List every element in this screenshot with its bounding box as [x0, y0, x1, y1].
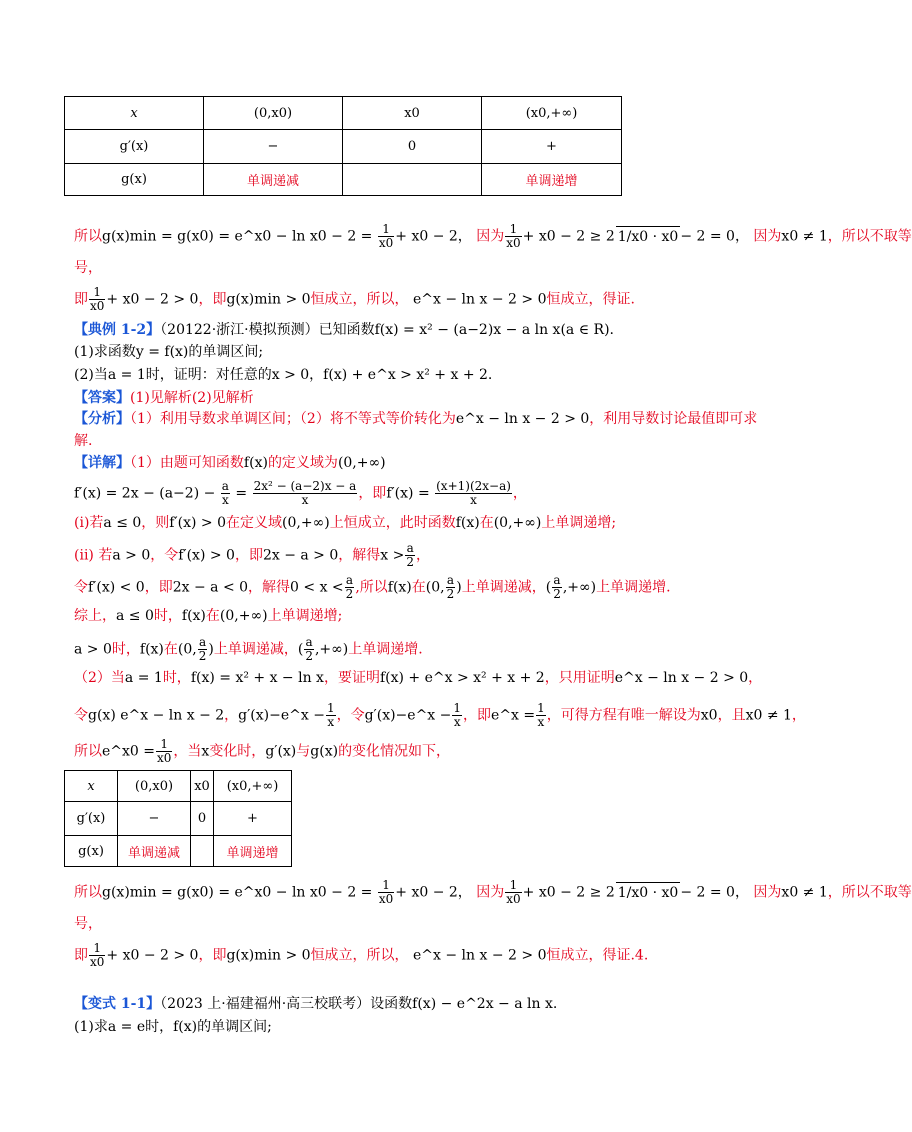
block1-line2: 号，	[74, 260, 102, 276]
table2-g-empty	[191, 836, 214, 867]
table1-gprime-zero: 0	[343, 130, 482, 164]
table2-gprime-label: g′(x)	[65, 802, 118, 836]
table1-g-label: g(x)	[65, 164, 204, 196]
table2-gprime-zero: 0	[191, 802, 214, 836]
detail-line7: a > 0时，f(x)在(0, $\frac{a}{2}$ )上单调递减，( $\frac{a}{2}$ ,+∞)上单调递增.	[74, 635, 423, 663]
variation-table-2	[64, 770, 292, 867]
example-question2: (2)当a = 1时，证明：对任意的x > 0，f(x) + e^x > x² + x + 2.	[74, 367, 493, 383]
table1-head-interval2: (x0,+∞)	[482, 97, 622, 130]
variant-heading: 【变式 1-1】（2023 上·福建福州·高三校联考）设函数f(x) − e^2x − a ln x.	[74, 996, 558, 1012]
table1-head-interval1: (0,x0)	[204, 97, 343, 130]
detail-line8: （2）当a = 1时，f(x) = x² + x − ln x，要证明f(x) + e^x > x² + x + 2，只用证明e^x − ln x − 2 > 0，	[74, 670, 763, 686]
table1-gprime-sign2: +	[482, 130, 622, 164]
detail-line9: 令g(x) e^x − ln x − 2，g′(x)−e^x − $\frac{1}{x}$ ，令g′(x)−e^x − $\frac{1}{x}$ ，即e^x = $\frac{1}{x}$ ，可得方程有唯一解设为x0，且x0 ≠ 1，	[74, 701, 806, 729]
block2-line3: 即 $\frac{1}{x0}$ + x0 − 2 > 0，即g(x)min > 0恒成立，所以， e^x − ln x − 2 > 0恒成立，得证.4.	[74, 941, 649, 969]
analysis-line2: 解.	[74, 433, 93, 449]
table1-head-x0: x0	[343, 97, 482, 130]
example-question1: (1)求函数y = f(x)的单调区间;	[74, 344, 264, 360]
variant-question1: (1)求a = e时，f(x)的单调区间;	[74, 1019, 272, 1035]
table2-head-x0: x0	[191, 771, 214, 802]
answer-line: 【答案】(1)见解析(2)见解析	[74, 390, 254, 406]
table1-g-empty	[343, 164, 482, 196]
detail-line6: 综上，a ≤ 0时，f(x)在(0,+∞)上单调递增;	[74, 608, 343, 624]
table2-head-interval1: (0,x0)	[118, 771, 191, 802]
block1-line1: 所以g(x)min = g(x0) = e^x0 − ln x0 − 2 = $\frac{1}{x0}$ + x0 − 2， 因为 $\frac{1}{x0}$ + x0 − 2 ≥ 2 1/x0 · x0 − 2 = 0， 因为x0 ≠ 1，所以不取等	[74, 222, 912, 250]
table1-head-x: x	[65, 97, 204, 130]
table2-gprime-sign1: −	[118, 802, 191, 836]
table1-gprime-label: g′(x)	[65, 130, 204, 164]
table1-gprime-sign1: −	[204, 130, 343, 164]
table2-g-label: g(x)	[65, 836, 118, 867]
table2-g-increasing: 单调递增	[214, 836, 292, 867]
table2-gprime-sign2: +	[214, 802, 292, 836]
table2-head-x: x	[65, 771, 118, 802]
detail-line5: 令f′(x) < 0，即2x − a < 0，解得0 < x < $\frac{a}{2}$ ,所以f(x)在(0, $\frac{a}{2}$ )上单调递减，( $\frac{a}{2}$ ,+∞)上单调递增.	[74, 573, 671, 601]
detail-line1: 【详解】（1）由题可知函数f(x)的定义域为(0,+∞)	[74, 455, 386, 471]
detail-line10: 所以e^x0 = $\frac{1}{x0}$ ，当x变化时，g′(x)与g(x)的变化情况如下，	[74, 737, 451, 765]
table1-g-decreasing: 单调递减	[204, 164, 343, 196]
table1-g-increasing: 单调递增	[482, 164, 622, 196]
example-heading: 【典例 1-2】（20122·浙江·模拟预测）已知函数f(x) = x² − (a−2)x − a ln x(a ∈ R).	[74, 322, 614, 338]
detail-line4: (ii) 若a > 0，令f′(x) > 0，即2x − a > 0，解得x > $\frac{a}{2}$ ，	[74, 541, 430, 569]
block2-line2: 号，	[74, 916, 102, 932]
variation-table-1	[64, 96, 622, 196]
block2-line1: 所以g(x)min = g(x0) = e^x0 − ln x0 − 2 = $\frac{1}{x0}$ + x0 − 2， 因为 $\frac{1}{x0}$ + x0 − 2 ≥ 2 1/x0 · x0 − 2 = 0， 因为x0 ≠ 1，所以不取等	[74, 878, 912, 906]
detail-line2: f′(x) = 2x − (a−2) − $\frac{a}{x}$ = $\frac{\text{2x² − (a−2)x − a}}{x}$ ，即f′(x) = $\frac{(x+1)(2x-a)}{x}$ ，	[74, 479, 527, 507]
table2-head-interval2: (x0,+∞)	[214, 771, 292, 802]
block1-line3: 即 $\frac{1}{x0}$ + x0 − 2 > 0，即g(x)min > 0恒成立，所以， e^x − ln x − 2 > 0恒成立，得证.	[74, 285, 635, 313]
detail-line3: (i)若a ≤ 0，则f′(x) > 0在定义域(0,+∞)上恒成立，此时函数f(x)在(0,+∞)上单调递增;	[74, 515, 617, 531]
analysis-line1: 【分析】（1）利用导数求单调区间；（2）将不等式等价转化为e^x − ln x − 2 > 0，利用导数讨论最值即可求	[74, 411, 758, 427]
table2-g-decreasing: 单调递减	[118, 836, 191, 867]
